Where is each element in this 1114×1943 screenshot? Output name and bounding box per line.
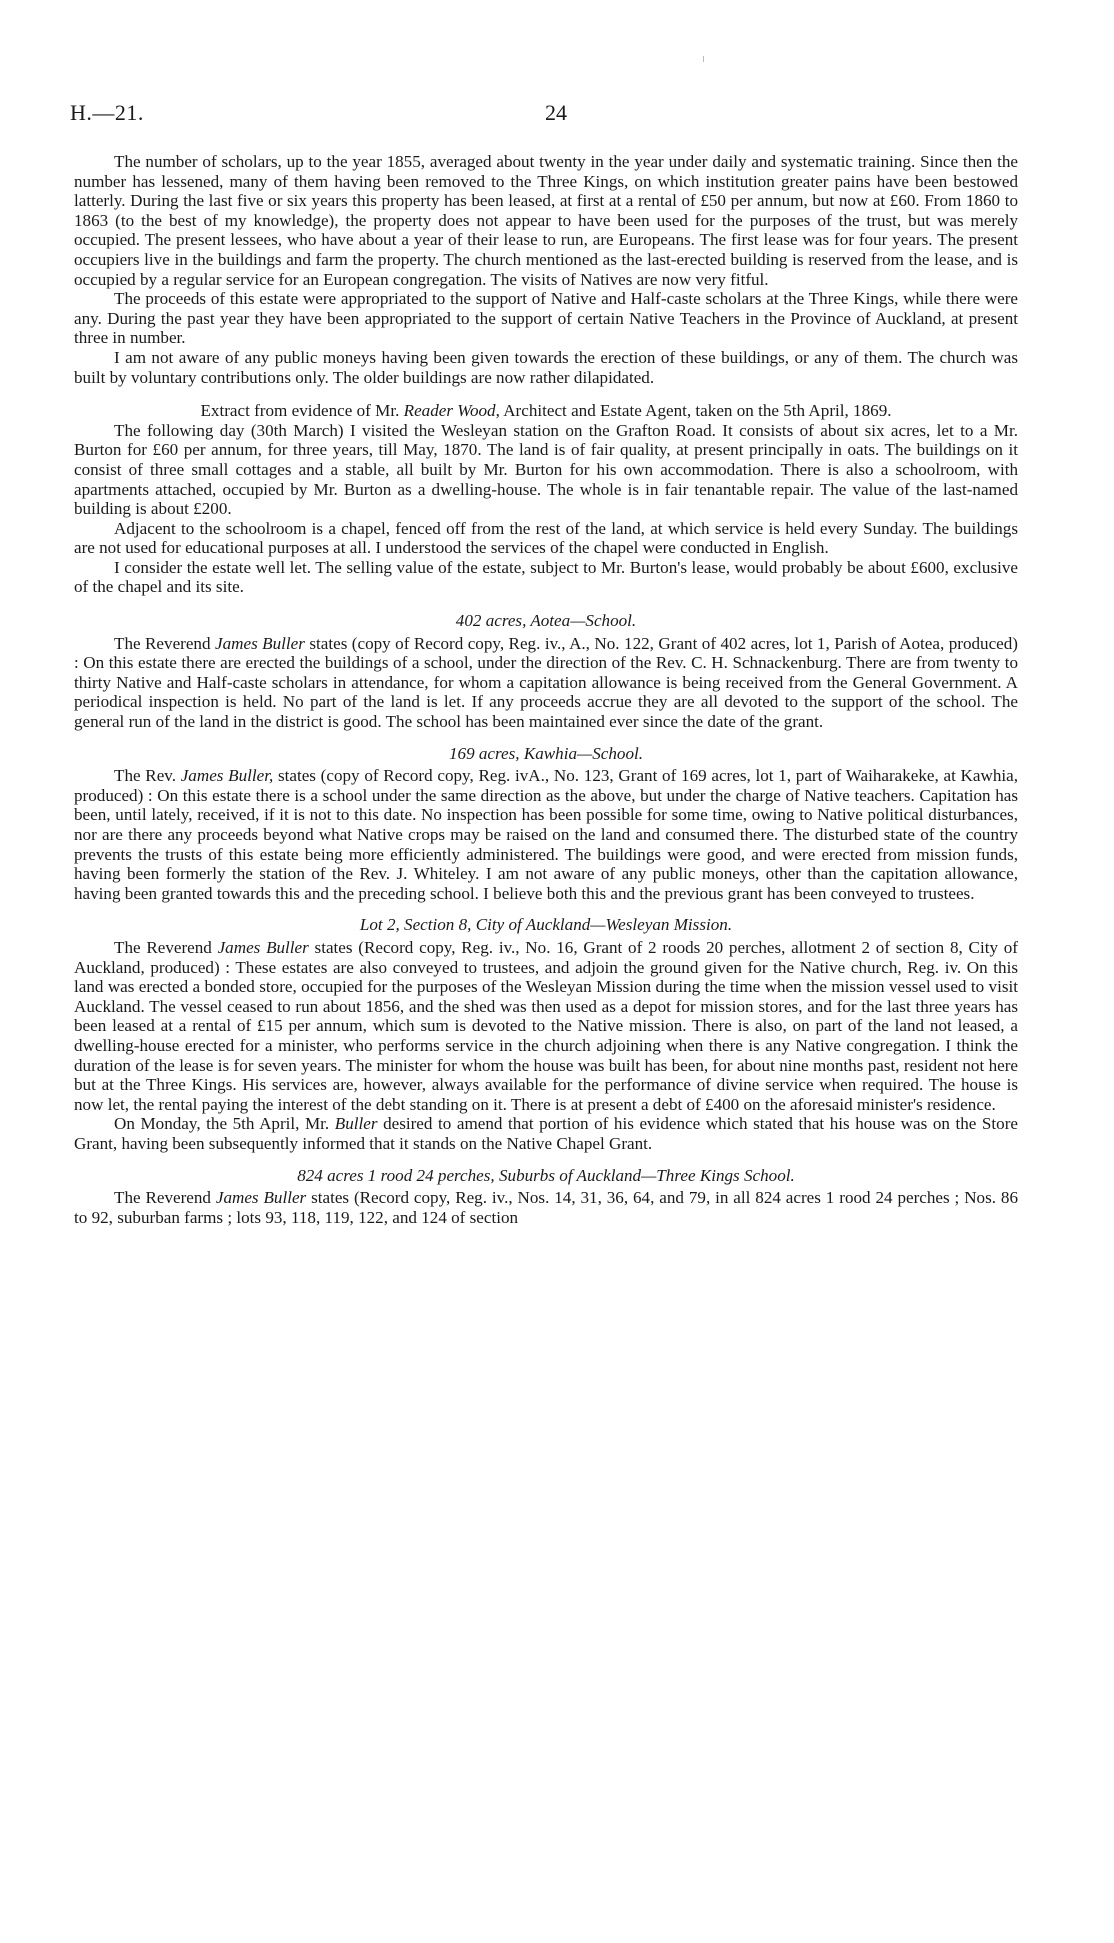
text-run: states (copy of Record copy, Reg. iv., A., No. 122, Grant of 402 acres, lot 1, Parish of Aotea, produced) : On this estate there are erected the buildings of a school, under the direction of the Rev. C. H. Schnackenburg. There are from twenty to thirty Native and Half-caste scholars in attendance, for whom a capitation allowance is being received from the General Government. A periodical inspection is held. No part of the land is let. If any proceeds accrue they are all devoted to the support of the school. The general run of the land in the district is good. The school has been maintained ever since the date of the grant. [74, 633, 1018, 732]
text-run: states (copy of Record copy, Reg. ivA., No. 123, Grant of 169 acres, lot 1, part of Waiharakeke, at Kawhia, produced) : On this estate there is a school under the same direction as the above, but under the charge of Native teachers. Capitation has been, until lately, received, if it is not to this date. No inspection has been possible for some time, owing to Native political disturbances, nor are there any proceeds beyond what Native crops may be raised on the land and consumed there. The disturbed state of the country prevents the trusts of this estate being more efficiently administered. The buildings were good, and were erected from mission funds, having been formerly the station of the Rev. J. Whiteley. I am not aware of any public moneys, other than the capitation allowance, having been granted towards this and the preceding school. I believe both this and the previous grant has been conveyed to trustees. [74, 766, 1018, 903]
extract-text-post: , Architect and Estate Agent, taken on the 5th April, 1869. [495, 401, 892, 421]
extract-heading [74, 401, 1018, 421]
paragraph: I consider the estate well let. The selling value of the estate, subject to Mr. Burton's lease, would probably be about £600, exclusive of the chapel and its site. [74, 557, 1018, 597]
witness-name: Reader Wood [403, 401, 496, 421]
text-run: states (Record copy, Reg. iv., No. 16, Grant of 2 roods 20 perches, allotment 2 of section 8, City of Auckland, produced) : These estates are also conveyed to trustees, and adjoin the ground given for the Native church, Reg. iv. On this land was erected a bonded store, occupied for the purposes of the Wesleyan Mission during the time when the mission vessel used to visit Auckland. The vessel ceased to run about 1856, and the shed was then used as a depot for mission stores, and for the last three years has been leased at a rental of £15 per annum, which sum is devoted to the Native mission. There is also, on part of the land not leased, a dwelling-house erected for a minister, who performs service in the church adjoining when there is any Native congregation. I think the duration of the lease is for seven years. The minister for whom the house was built has been, for about nine months past, resident not here but at the Three Kings. His services are, however, always available for the performance of divine service when required. The house is now let, the rental paying the interest of the debt standing on it. There is at present a debt of £400 on the aforesaid minister's residence. [74, 937, 1018, 1114]
paragraph: The proceeds of this estate were appropriated to the support of Native and Half-caste scholars at the Three Kings, while there were any. During the past year they have been appropriated to the support of certain Native Teachers in the Province of Auckland, at present three in number. [74, 289, 1018, 348]
paragraph [74, 1188, 1018, 1227]
scan-mark [703, 56, 704, 62]
page-number: 24 [545, 100, 567, 125]
section-heading: 169 acres, Kawhia—School. [448, 743, 644, 763]
witness-name: James Buller [217, 937, 309, 957]
text-run: The Reverend [114, 633, 215, 653]
witness-name: James Buller [215, 633, 305, 653]
paragraph [74, 766, 1018, 903]
paragraph: The following day (30th March) I visited the Wesleyan station on the Grafton Road. It consists of about six acres, let to a Mr. Burton for £60 per annum, for three years, till May, 1870. The land is of fair quality, at present principally in oats. The buildings on it consist of three small cottages and a stable, all built by Mr. Burton for his own accommodation. There is also a schoolroom, with apartments attached, occupied by Mr. Burton as a dwelling-house. The whole is in fair tenantable repair. The value of the last-named building is about £200. [74, 420, 1018, 519]
paragraph [74, 938, 1018, 1114]
text-run: On Monday, the 5th April, Mr. [114, 1114, 335, 1134]
witness-name: Buller [334, 1114, 378, 1134]
text-run: states (Record copy, Reg. iv., Nos. 14, 31, 36, 64, and 79, in all 824 acres 1 rood 24 perches ; Nos. 86 to 92, suburban farms ; lots 93, 118, 119, 122, and 124 of section [74, 1188, 1018, 1227]
extract-text-pre: Extract from evidence of Mr. [200, 401, 404, 421]
section-heading: 824 acres 1 rood 24 perches, Suburbs of Auckland—Three Kings School. [297, 1165, 795, 1185]
document-body [74, 152, 1018, 1227]
section-heading: 402 acres, Aotea—School. [455, 611, 637, 631]
paragraph: Adjacent to the schoolroom is a chapel, fenced off from the rest of the land, at which service is held every Sunday. The buildings are not used for educational purposes at all. I understood the services of the chapel were conducted in English. [74, 518, 1018, 558]
document-reference: H.—21. [70, 100, 144, 125]
page-header [70, 100, 1035, 132]
section-heading: Lot 2, Section 8, City of Auckland—Wesleyan Mission. [359, 915, 733, 935]
paragraph: The number of scholars, up to the year 1855, averaged about twenty in the year under daily and systematic training. Since then the number has lessened, many of them having been removed to the Three Kings, on which institution greater pains have been bestowed latterly. During the last five or six years this property has been leased, at first at a rental of £50 per annum, but now at £60. From 1860 to 1863 (to the best of my knowledge), the property does not appear to have been used for the purposes of the trust, but was merely occupied. The present lessees, who have about a year of their lease to run, are Europeans. The first lease was for four years. The present occupiers live in the buildings and farm the property. The church mentioned as the last-erected building is reserved from the lease, and is occupied by a regular service for an European congregation. The visits of Natives are now very fitful. [74, 152, 1018, 289]
text-run: The Reverend [114, 937, 218, 957]
text-run: desired to amend that portion of his evidence which stated that his house was on the Store Grant, having been subsequently informed that it stands on the Native Chapel Grant. [74, 1114, 1019, 1153]
text-run: The Reverend [114, 1188, 216, 1208]
paragraph [74, 1114, 1018, 1153]
witness-name: James Buller, [180, 766, 274, 786]
text-run: The Rev. [114, 766, 181, 786]
paragraph: I am not aware of any public moneys having been given towards the erection of these buildings, or any of them. The church was built by voluntary contributions only. The older buildings are now rather dilapidated. [74, 347, 1018, 387]
witness-name: James Buller [215, 1188, 307, 1208]
paragraph [74, 634, 1018, 732]
